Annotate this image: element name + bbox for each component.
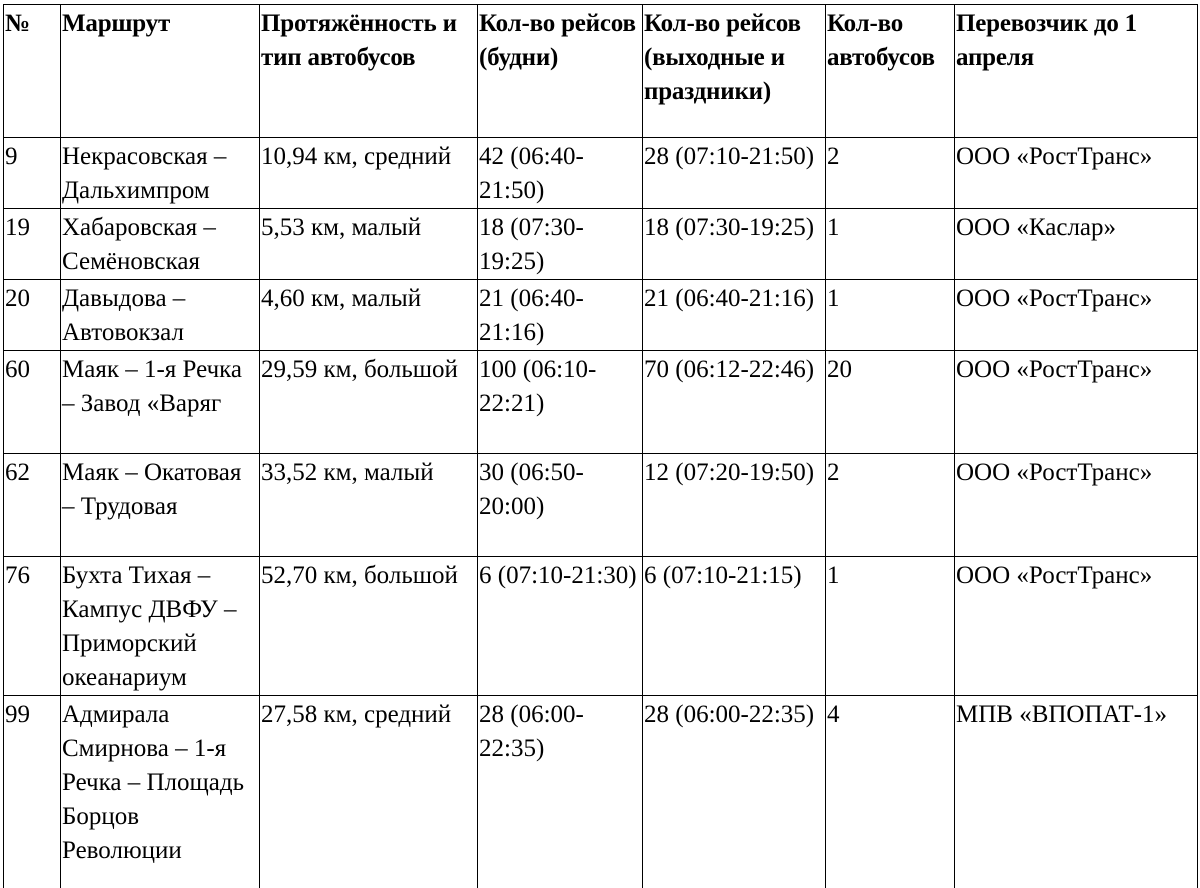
cell-carrier: ООО «РостТранс» [955, 138, 1198, 209]
cell-buses: 20 [826, 351, 955, 454]
cell-route: Маяк – 1-я Речка – Завод «Варяг [61, 351, 260, 454]
header-buses: Кол-во автобусов [826, 5, 955, 138]
cell-carrier: ООО «РостТранс» [955, 351, 1198, 454]
header-trips-weekdays: Кол-во рейсов (будни) [478, 5, 643, 138]
table-row [4, 138, 1198, 209]
cell-num: 60 [4, 351, 61, 454]
cell-carrier: ООО «РостТранс» [955, 280, 1198, 351]
header-route: Маршрут [61, 5, 260, 138]
header-num: № [4, 5, 61, 138]
cell-num: 9 [4, 138, 61, 209]
cell-length: 33,52 км, малый [260, 454, 478, 557]
cell-buses: 1 [826, 280, 955, 351]
table-header-row [4, 5, 1198, 138]
cell-buses: 4 [826, 696, 955, 888]
cell-num: 76 [4, 557, 61, 696]
cell-num: 20 [4, 280, 61, 351]
cell-trips-weekdays: 6 (07:10-21:30) [478, 557, 643, 696]
cell-length: 52,70 км, большой [260, 557, 478, 696]
cell-num: 99 [4, 696, 61, 888]
cell-length: 4,60 км, малый [260, 280, 478, 351]
table-row [4, 696, 1198, 888]
cell-route: Давыдова – Автовокзал [61, 280, 260, 351]
cell-carrier: ООО «РостТранс» [955, 454, 1198, 557]
cell-trips-weekends: 18 (07:30-19:25) [643, 209, 826, 280]
cell-route: Адмирала Смирнова – 1-я Речка – Площадь Борцов Революции [61, 696, 260, 888]
cell-trips-weekends: 70 (06:12-22:46) [643, 351, 826, 454]
cell-trips-weekdays: 30 (06:50-20:00) [478, 454, 643, 557]
cell-length: 29,59 км, большой [260, 351, 478, 454]
cell-trips-weekdays: 18 (07:30-19:25) [478, 209, 643, 280]
cell-trips-weekdays: 21 (06:40-21:16) [478, 280, 643, 351]
cell-length: 10,94 км, средний [260, 138, 478, 209]
table-row [4, 280, 1198, 351]
cell-num: 19 [4, 209, 61, 280]
cell-route: Хабаровская – Семёновская [61, 209, 260, 280]
cell-trips-weekends: 28 (07:10-21:50) [643, 138, 826, 209]
cell-trips-weekends: 12 (07:20-19:50) [643, 454, 826, 557]
cell-buses: 1 [826, 557, 955, 696]
cell-trips-weekends: 21 (06:40-21:16) [643, 280, 826, 351]
cell-carrier: ООО «Каслар» [955, 209, 1198, 280]
cell-num: 62 [4, 454, 61, 557]
cell-length: 5,53 км, малый [260, 209, 478, 280]
table-row [4, 351, 1198, 454]
cell-trips-weekends: 6 (07:10-21:15) [643, 557, 826, 696]
cell-route: Некрасовская – Дальхимпром [61, 138, 260, 209]
cell-length: 27,58 км, средний [260, 696, 478, 888]
cell-route: Бухта Тихая – Кампус ДВФУ – Приморский океанариум [61, 557, 260, 696]
cell-trips-weekends: 28 (06:00-22:35) [643, 696, 826, 888]
cell-buses: 2 [826, 138, 955, 209]
header-carrier: Перевозчик до 1 апреля [955, 5, 1198, 138]
cell-route: Маяк – Окатовая – Трудовая [61, 454, 260, 557]
header-length: Протяжённость и тип автобусов [260, 5, 478, 138]
cell-carrier: МПВ «ВПОПАТ-1» [955, 696, 1198, 888]
table-row [4, 454, 1198, 557]
cell-trips-weekdays: 42 (06:40-21:50) [478, 138, 643, 209]
cell-buses: 1 [826, 209, 955, 280]
cell-buses: 2 [826, 454, 955, 557]
header-trips-weekends: Кол-во рейсов (выходные и праздники) [643, 5, 826, 138]
cell-carrier: ООО «РостТранс» [955, 557, 1198, 696]
table-row [4, 209, 1198, 280]
table-row [4, 557, 1198, 696]
cell-trips-weekdays: 100 (06:10-22:21) [478, 351, 643, 454]
routes-table [3, 4, 1198, 888]
cell-trips-weekdays: 28 (06:00-22:35) [478, 696, 643, 888]
